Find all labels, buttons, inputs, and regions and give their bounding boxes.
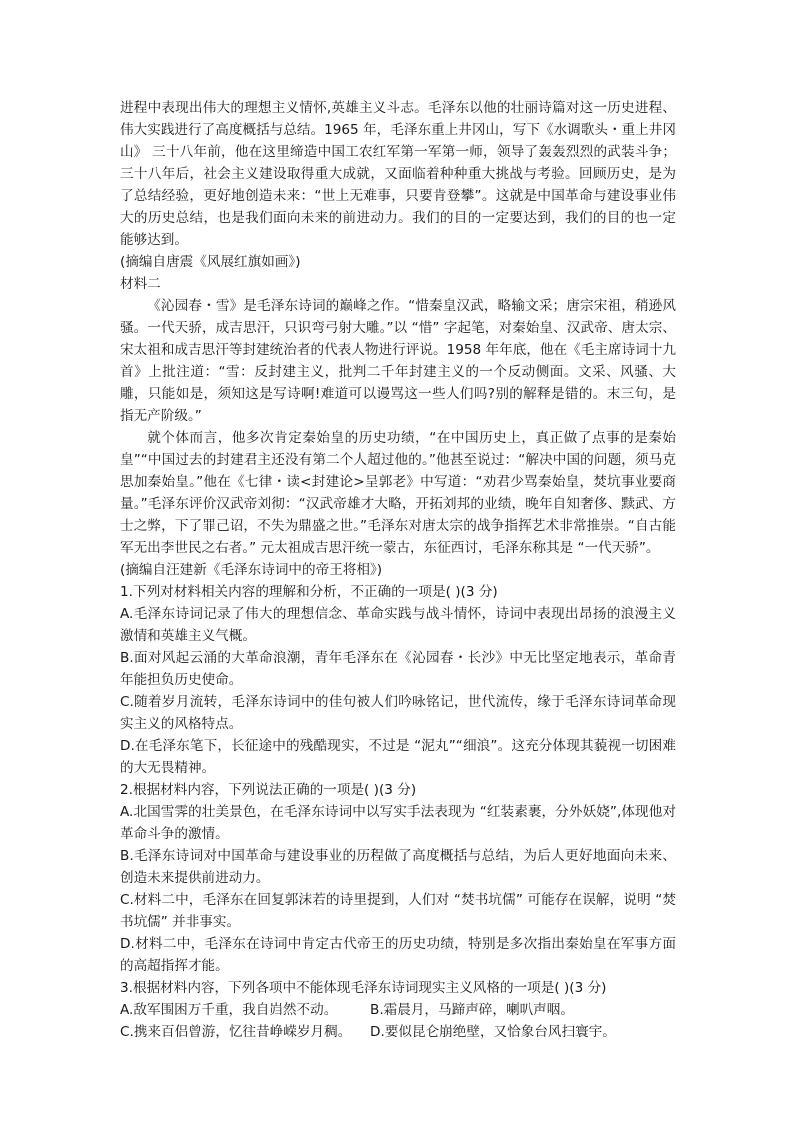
question-2 <box>120 779 676 977</box>
material2-paragraph-1: 《沁园春・雪》是毛泽东诗词的巅峰之作。“惜秦皇汉武，略输文采；唐宗宋祖，稍逊风骚。一代天骄，成吉思汗，只识弯弓射大雕。”以 “惜” 字起笔，对秦始皇、汉武帝、唐太宗、宋太祖和成吉思汗等封建统治者的代表人物进行评说。1958 年年底，他在《毛主席诗词十九首》上批注道：“雪：反封建主义，批判二千年封建主义的一个反动侧面。文采、风骚、大雕，只能如是，须知这是写诗啊!难道可以谩骂这一些人们吗?别的解释是错的。末三句，是指无产阶级。” <box>120 298 676 424</box>
material2-heading: 材料二 <box>120 276 161 292</box>
option-b: B.毛泽东诗词对中国革命与建设事业的历程做了高度概括与总结，为后人更好地面向未来、创造未来提供前进动力。 <box>120 848 676 886</box>
option-row <box>120 1021 676 1043</box>
question-stem: 1.下列对材料相关内容的理解和分析，不正确的一项是( )(3 分) <box>120 584 498 600</box>
option-d: D.在毛泽东笔下，长征途中的残酷现实，不过是 “泥丸”“细浪”。这充分体现其藐视一切困难的大无畏精神。 <box>120 738 676 776</box>
material2-source: (摘编自汪建新《毛泽东诗词中的帝王将相》) <box>120 562 383 578</box>
question-stem: 3.根据材料内容，下列各项中不能体现毛泽东诗词现实主义风格的一项是( )(3 分) <box>120 980 607 996</box>
question-1 <box>120 581 676 779</box>
question-3 <box>120 977 676 1043</box>
material2-paragraph-2: 就个体而言，他多次肯定秦始皇的历史功绩，“在中国历史上，真正做了点事的是秦始皇”“中国过去的封建君主还没有第二个人超过他的。”他甚至说过：“解决中国的问题，须马克思加秦始皇。”他在《七律・读<封建论>呈郭老》中写道：“劝君少骂秦始皇，焚坑事业要商量。”毛泽东评价汉武帝刘彻：“汉武帝雄才大略，开拓刘邦的业绩，晚年自知奢侈、黩武、方士之弊，下了罪己诏，不失为鼎盛之世。”毛泽东对唐太宗的战争指挥艺术非常推崇。“自古能军无出李世民之右者。” 元太祖成吉思汗统一蒙古，东征西讨，毛泽东称其是 “一代天骄”。 <box>120 430 676 556</box>
option-b: B.面对风起云涌的大革命浪潮，青年毛泽东在《沁园春・长沙》中无比坚定地表示，革命青年能担负历史使命。 <box>120 650 676 688</box>
option-c: C.携来百侣曾游，忆往昔峥嵘岁月稠。 <box>120 1024 352 1040</box>
option-c: C.随着岁月流转，毛泽东诗词中的佳句被人们吟咏铭记，世代流传，缘于毛泽东诗词革命现实主义的风格特点。 <box>120 694 676 732</box>
question-stem: 2.根据材料内容，下列说法正确的一项是( )(3 分) <box>120 782 417 798</box>
material1-source: (摘编自唐震《风展红旗如画》) <box>120 254 301 270</box>
option-a: A.毛泽东诗词记录了伟大的理想信念、革命实践与战斗情怀，诗词中表现出昂扬的浪漫主义激情和英雄主义气概。 <box>120 606 676 644</box>
exam-page <box>120 97 676 1043</box>
option-row <box>120 999 676 1021</box>
option-b: B.霜晨月，马蹄声碎，喇叭声咽。 <box>370 1002 574 1018</box>
option-d: D.材料二中，毛泽东在诗词中肯定古代帝王的历史功绩，特别是多次指出秦始皇在军事方面的高超指挥才能。 <box>120 936 676 974</box>
material1-paragraph: 进程中表现出伟大的理想主义情怀,英雄主义斗志。毛泽东以他的壮丽诗篇对这一历史进程、伟大实践进行了高度概括与总结。1965 年，毛泽东重上井冈山，写下《水调歌头・重上井冈山》 三十八年前，他在这里缔造中国工农红军第一军第一师，领导了轰轰烈烈的武装斗争；三十八年后，社会主义建设取得重大成就，又面临着种种重大挑战与考验。回顾历史，是为了总结经验，更好地创造未来：“世上无难事，只要肯登攀”。这就是中国革命与建设事业伟大的历史总结，也是我们面向未来的前进动力。我们的目的一定要达到，我们的目的也一定能够达到。 <box>120 100 676 248</box>
option-a: A.北国雪霁的壮美景色，在毛泽东诗词中以写实手法表现为 “红装素裹，分外妖娆”,体现他对革命斗争的激情。 <box>120 804 676 842</box>
option-a: A.敌军围困万千重，我自岿然不动。 <box>120 1002 338 1018</box>
option-c: C.材料二中，毛泽东在回复郭沫若的诗里提到，人们对 “焚书坑儒” 可能存在误解，说明 “焚书坑儒” 并非事实。 <box>120 892 676 930</box>
option-d: D.要似昆仑崩绝壁，又恰象台风扫寰宇。 <box>370 1024 616 1040</box>
